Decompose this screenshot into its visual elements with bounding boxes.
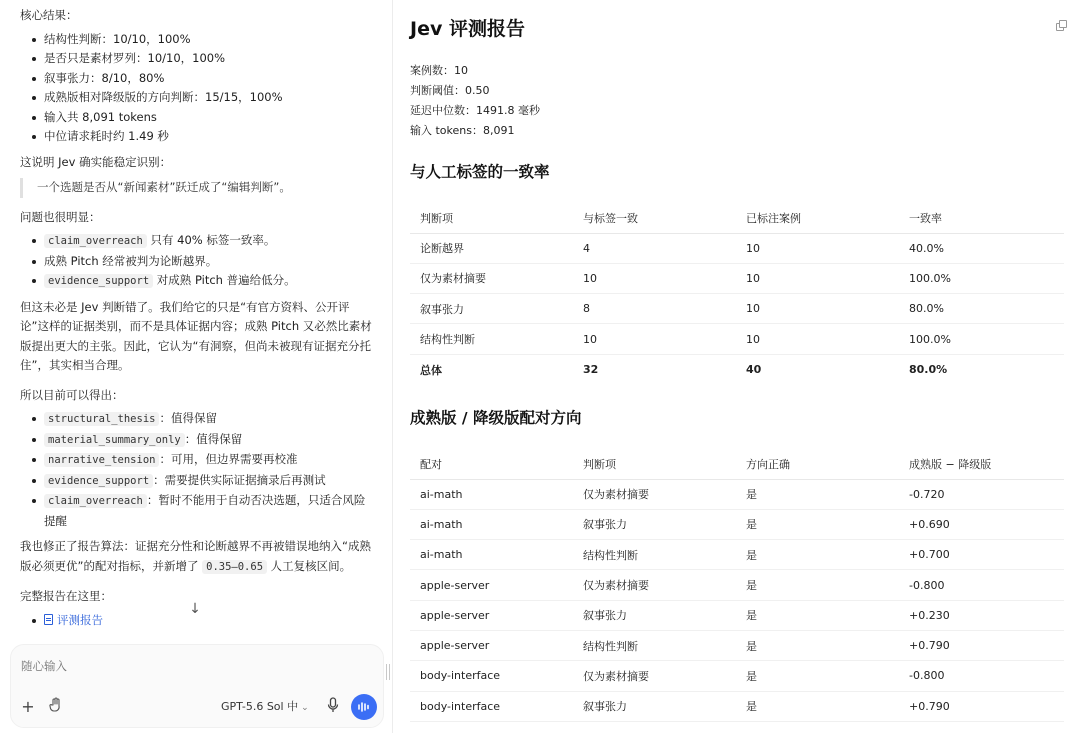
report-link[interactable] (44, 613, 103, 627)
list-item: 输入共 8,091 tokens (28, 108, 376, 128)
algo-text-a: 我也修正了报告算法：证据充分性和论断越界不再被错误地纳入“成熟版必须更优”的配对指标，并新增了 (20, 539, 371, 573)
report-title: Jev 评测报告 (410, 18, 525, 40)
table-cell: 叙事张力 (573, 509, 736, 539)
table-cell: -0.720 (899, 479, 1064, 509)
plus-icon[interactable]: + (21, 697, 35, 716)
table-row (410, 479, 1064, 509)
column-header: 与标签一致 (573, 203, 736, 233)
table-cell: apple-server (410, 570, 573, 600)
table-cell: +0.690 (899, 509, 1064, 539)
table-row (410, 691, 1064, 721)
full-report-intro: 完整报告在这里： (20, 589, 112, 603)
table-cell: 32 (583, 363, 599, 377)
chat-message (20, 0, 376, 640)
table-row (410, 661, 1064, 691)
model-select-label: GPT-5.6 Sol 中 (221, 700, 299, 713)
table-cell: 10 (736, 233, 899, 263)
send-icon[interactable] (351, 694, 377, 720)
list-item: 成熟版相对降级版的方向判断：15/15，100% (28, 88, 376, 108)
table-cell: 结构性判断 (410, 324, 573, 354)
message-composer (10, 644, 384, 728)
list-item (28, 252, 376, 272)
explain-paragraph: 但这未必是 Jev 判断错了。我们给它的只是“有官方资料、公开评论”这样的证据类别，而不是具体证据内容；成熟 Pitch 又必然比素材版提出更大的主张。因此，它认为“有洞察，但尚未被现有证据充分托住”，其实相当合理。 (20, 299, 372, 372)
list-item (28, 430, 376, 451)
list-item (28, 271, 376, 292)
table-cell: -0.800 (899, 570, 1064, 600)
voice-wave-icon (351, 694, 377, 720)
inline-code: claim_overreach (44, 494, 147, 508)
message-input[interactable] (21, 655, 371, 677)
list-item-text: 只有 40% 标签一致率。 (146, 233, 276, 247)
table-cell: 仅为素材摘要 (573, 661, 736, 691)
list-item-text: ：暂时不能用于自动否决选题，只适合风险提醒 (44, 493, 366, 528)
table-cell: 结构性判断 (573, 630, 736, 660)
table-cell: 80.0% (899, 294, 1064, 324)
table-cell: 叙事张力 (410, 294, 573, 324)
list-item (28, 409, 376, 430)
conclude-list (20, 409, 376, 531)
table-cell: 是 (736, 691, 899, 721)
table-cell: ai-math (410, 540, 573, 570)
table-cell: +0.230 (899, 600, 1064, 630)
pairs-heading: 成熟版 / 降级版配对方向 (410, 409, 582, 427)
algo-text-b: 人工复核区间。 (267, 558, 352, 573)
table-cell: 是 (736, 600, 899, 630)
table-header-row (410, 449, 1064, 479)
column-header: 配对 (410, 449, 573, 479)
inline-code: narrative_tension (44, 453, 159, 467)
stable-intro: 这说明 Jev 确实能稳定识别： (20, 154, 172, 169)
table-cell: body-interface (410, 661, 573, 691)
table-row (410, 630, 1064, 660)
model-select[interactable] (221, 697, 317, 717)
list-item (28, 450, 376, 471)
meta-latency: 延迟中位数：1491.8 毫秒 (410, 104, 540, 117)
table-total-row (410, 354, 1064, 384)
inline-code: evidence_support (44, 474, 153, 488)
table-cell: 叙事张力 (573, 600, 736, 630)
report-meta (410, 61, 540, 141)
algo-paragraph (20, 537, 376, 577)
list-item-text: ：需要提供实际证据摘录后再测试 (153, 472, 326, 487)
table-header-row (410, 203, 1064, 233)
table-cell: 结构性判断 (573, 540, 736, 570)
column-header: 成熟版 − 降级版 (899, 449, 1064, 479)
conclude-intro: 所以目前可以得出： (20, 387, 124, 402)
table-cell: apple-server (410, 600, 573, 630)
table-row (410, 600, 1064, 630)
table-cell: +0.790 (899, 691, 1064, 721)
list-item-text: ：值得保留 (184, 431, 243, 446)
table-row (410, 509, 1064, 539)
report-link-label: 评测报告 (57, 612, 103, 627)
agreement-heading: 与人工标签的一致率 (410, 163, 550, 181)
table-cell: 叙事张力 (573, 691, 736, 721)
inline-code: claim_overreach (44, 234, 147, 248)
table-cell: 40.0% (899, 233, 1064, 263)
table-cell: 是 (736, 479, 899, 509)
mic-icon-svg (327, 697, 339, 713)
table-cell: 80.0% (909, 363, 948, 377)
list-item-text: ：值得保留 (159, 411, 217, 425)
table-cell: 10 (573, 324, 736, 354)
agreement-table (410, 203, 1064, 384)
problem-intro: 问题也很明显： (20, 209, 101, 224)
table-cell: 100.0% (899, 324, 1064, 354)
table-cell: 是 (736, 630, 899, 660)
table-row (410, 263, 1064, 293)
chevron-down-icon: ⌄ (301, 703, 309, 713)
mic-icon[interactable] (325, 697, 341, 717)
copy-icon[interactable] (1056, 20, 1068, 32)
table-cell: 论断越界 (410, 233, 573, 263)
table-cell: 10 (736, 263, 899, 293)
meta-threshold: 判断阈值：0.50 (410, 84, 490, 97)
core-results-list (20, 30, 376, 147)
table-cell: apple-server (410, 630, 573, 660)
list-item-text: 对成熟 Pitch 普遍给低分。 (153, 273, 296, 287)
table-cell: 仅为素材摘要 (573, 479, 736, 509)
list-item: 是否只是素材罗列：10/10，100% (28, 49, 376, 69)
table-cell: +0.700 (899, 540, 1064, 570)
table-row (410, 570, 1064, 600)
resize-handle[interactable] (386, 664, 390, 680)
table-cell: ai-math (410, 509, 573, 539)
list-item: 中位请求耗时约 1.49 秒 (28, 127, 376, 147)
table-row (410, 324, 1064, 354)
table-cell: 10 (736, 294, 899, 324)
list-item-text: ：可用，但边界需要再校准 (159, 452, 298, 466)
hand-icon-svg (49, 697, 63, 713)
list-item (28, 491, 376, 531)
table-cell: 是 (736, 570, 899, 600)
column-header: 一致率 (899, 203, 1064, 233)
blockquote: 一个选题是否从“新闻素材”跃迁成了“编辑判断”。 (20, 178, 376, 198)
table-row (410, 540, 1064, 570)
table-cell: 仅为素材摘要 (410, 263, 573, 293)
problem-list (20, 231, 376, 292)
table-cell: 4 (573, 233, 736, 263)
table-cell: 40 (746, 363, 762, 377)
table-row (410, 233, 1064, 263)
table-cell: -0.800 (899, 661, 1064, 691)
chat-panel (0, 0, 392, 733)
column-header: 已标注案例 (736, 203, 899, 233)
table-cell: body-interface (410, 691, 573, 721)
table-cell: 是 (736, 540, 899, 570)
report-panel (392, 0, 1080, 733)
hand-icon[interactable] (47, 697, 65, 717)
core-results-title: 核心结果： (20, 8, 78, 22)
table-cell: +0.790 (899, 630, 1064, 660)
inline-code: evidence_support (44, 274, 153, 288)
meta-cases: 案例数：10 (410, 64, 468, 77)
list-item (28, 471, 376, 492)
table-cell: 是 (736, 509, 899, 539)
column-header: 判断项 (573, 449, 736, 479)
table-cell: 仅为素材摘要 (573, 570, 736, 600)
inline-code: structural_thesis (44, 412, 159, 426)
table-cell: ai-math (410, 479, 573, 509)
inline-code: material_summary_only (44, 433, 185, 447)
table-cell: 100.0% (899, 263, 1064, 293)
meta-tokens: 输入 tokens：8,091 (410, 124, 515, 137)
document-icon (44, 614, 53, 625)
column-header: 方向正确 (736, 449, 899, 479)
column-header: 判断项 (410, 203, 573, 233)
table-cell: 总体 (420, 363, 442, 377)
inline-code: 0.35–0.65 (202, 560, 267, 574)
list-item (28, 231, 376, 252)
list-item-text: 成熟 Pitch 经常被判为论断越界。 (44, 253, 218, 268)
table-row (410, 294, 1064, 324)
table-cell: 是 (736, 661, 899, 691)
table-cell: 8 (573, 294, 736, 324)
arrow-down-icon[interactable]: ↓ (189, 601, 201, 617)
table-cell: 10 (736, 324, 899, 354)
list-item: 叙事张力：8/10，80% (28, 69, 376, 89)
pairs-table (410, 449, 1064, 722)
table-cell: 10 (573, 263, 736, 293)
list-item: 结构性判断：10/10，100% (28, 30, 376, 50)
